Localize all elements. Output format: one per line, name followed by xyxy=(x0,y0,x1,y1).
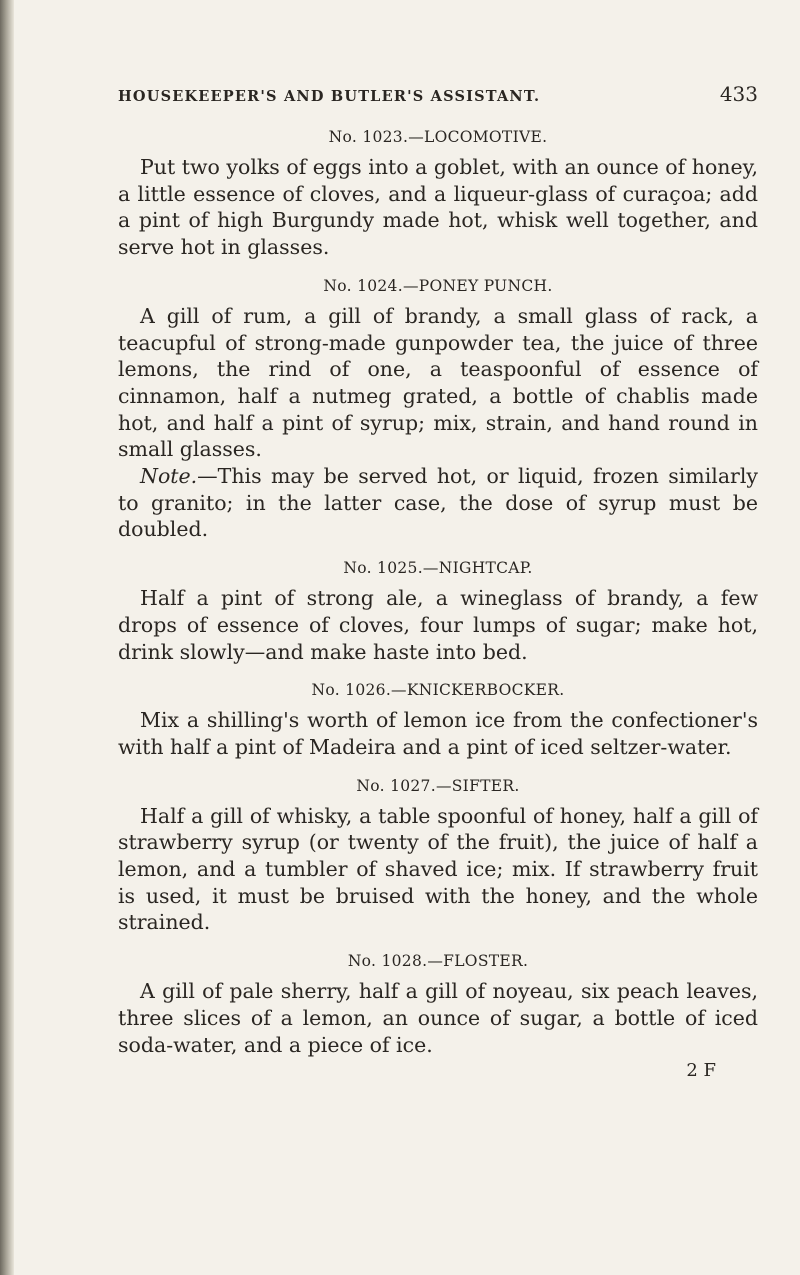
recipe-1025 xyxy=(118,559,758,665)
recipe-text: A gill of rum, a gill of brandy, a small glass of rack, a teacupful of strong-made gunpowder tea, the juice of three lemons, the rind of one, a teaspoonful of essence of cinnamon, half a nutmeg grated, a bottle of chablis made hot, and half a pint of syrup; mix, strain, and hand round in small glasses. xyxy=(118,303,758,462)
note-label: Note. xyxy=(140,464,198,489)
recipe-1028 xyxy=(118,952,758,1058)
recipe-heading: No. 1028.—FLOSTER. xyxy=(347,952,529,971)
recipe-text: A gill of pale sherry, half a gill of noyeau, six peach leaves, three slices of a lemon, an ounce of sugar, a bottle of iced soda-water, and a piece of ice. xyxy=(118,979,758,1057)
running-header xyxy=(118,82,758,106)
recipe-text: Half a gill of whisky, a table spoonful of honey, half a gill of strawberry syrup (or twenty of the fruit), the juice of half a lemon, and a tumbler of shaved ice; mix. If strawberry fruit is used, it must be bruised with the honey, and the whole strained. xyxy=(118,803,758,935)
note-text: —This may be served hot, or liquid, frozen similarly to granito; in the latter case, the dose of syrup must be doubled. xyxy=(118,464,758,542)
recipe-note xyxy=(118,463,758,543)
page-number: 433 xyxy=(719,82,758,106)
recipe-heading: No. 1023.—LOCOMOTIVE. xyxy=(328,128,548,146)
signature-mark: 2 F xyxy=(686,1060,716,1082)
recipe-text: Mix a shilling's worth of lemon ice from the confectioner's with half a pint of Madeira and a pint of iced seltzer-water. xyxy=(118,708,758,759)
recipe-1023 xyxy=(118,128,758,261)
recipe-1027 xyxy=(118,777,758,937)
book-page xyxy=(118,82,758,1081)
recipe-heading: No. 1025.—NIGHTCAP. xyxy=(343,559,533,578)
recipe-1026 xyxy=(118,681,758,760)
recipe-heading: No. 1024.—PONEY PUNCH. xyxy=(323,276,553,295)
page-binding-edge xyxy=(0,0,14,1275)
running-header-title: HOUSEKEEPER'S AND BUTLER'S ASSISTANT. xyxy=(118,88,541,105)
recipe-1024 xyxy=(118,277,758,543)
recipe-heading: No. 1027.—SIFTER. xyxy=(356,776,520,795)
recipe-heading: No. 1026.—KNICKERBOCKER. xyxy=(311,681,565,700)
recipe-text: Half a pint of strong ale, a wineglass of brandy, a few drops of essence of cloves, four lumps of sugar; make hot, drink slowly—and make haste into bed. xyxy=(118,586,758,664)
recipe-text: Put two yolks of eggs into a goblet, with an ounce of honey, a little essence of cloves, and a liqueur-glass of curaçoa; add a pint of high Burgundy made hot, whisk well together, and serve hot in glasses. xyxy=(118,155,758,260)
